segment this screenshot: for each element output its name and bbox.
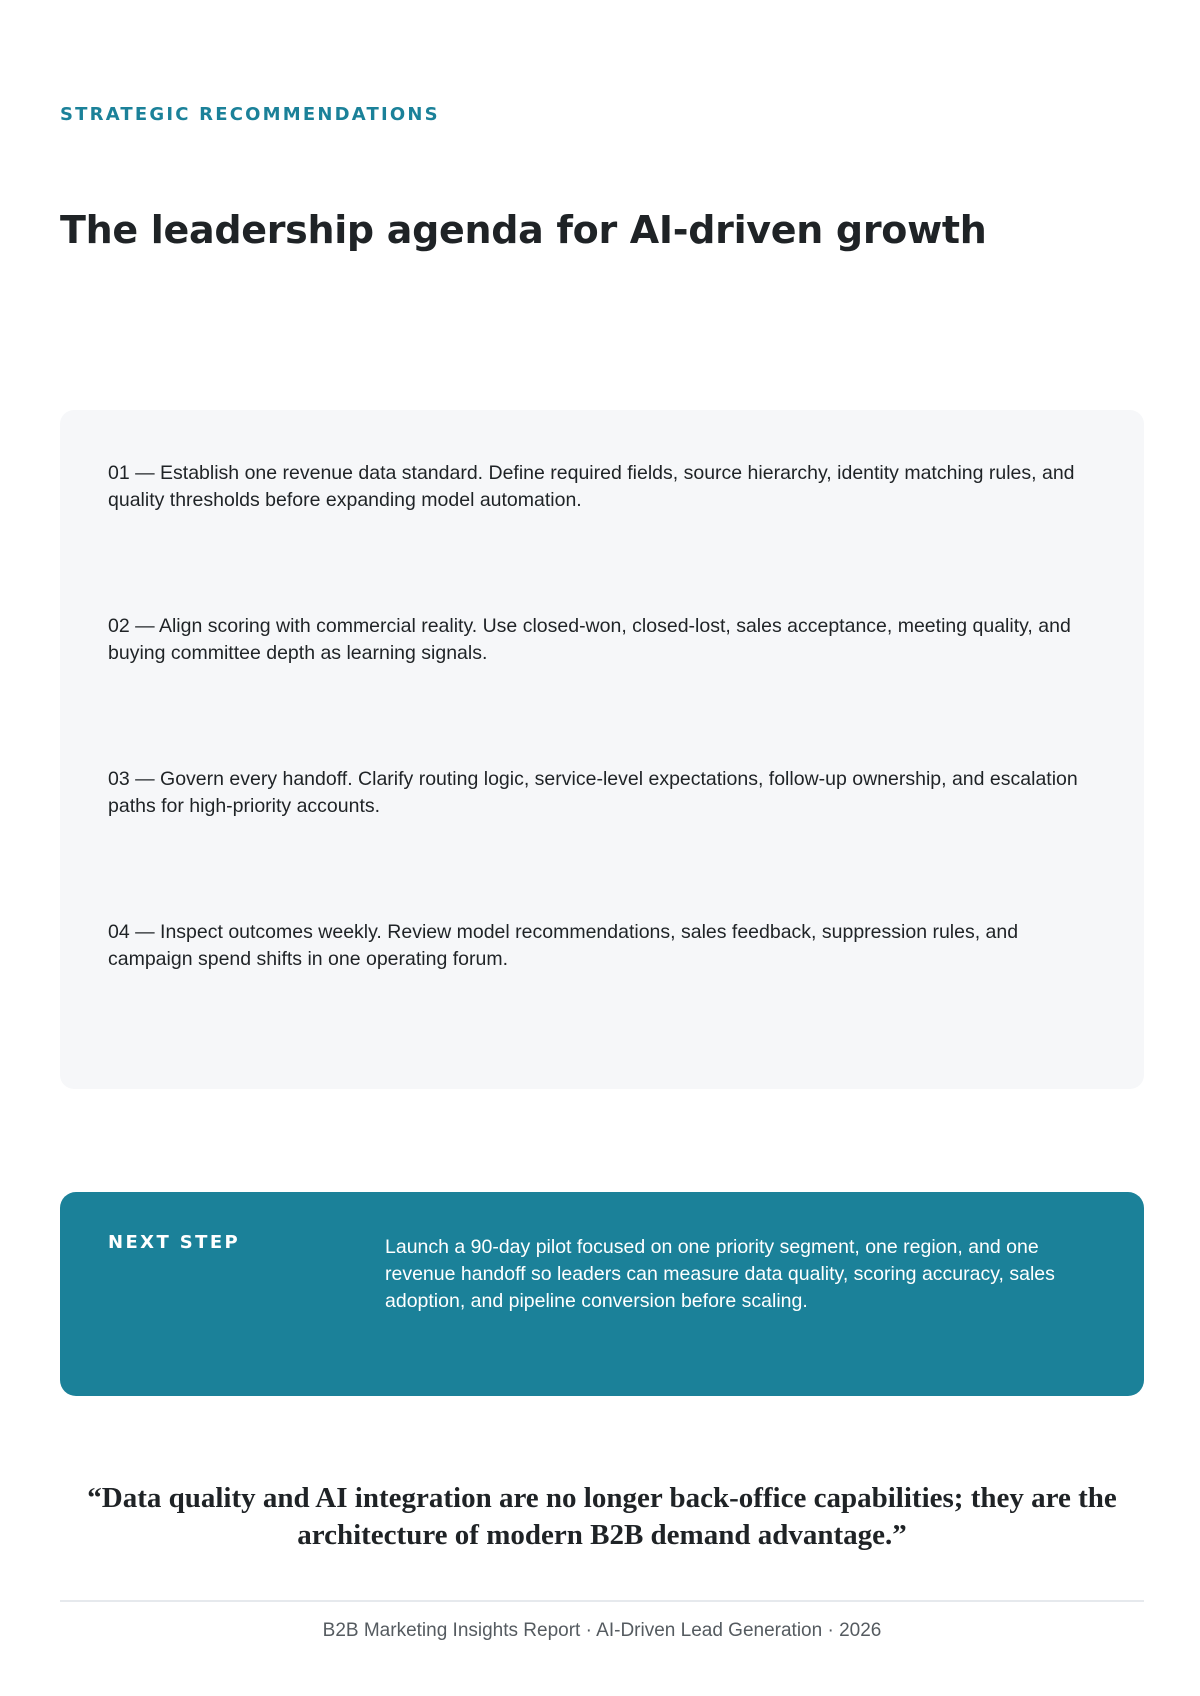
section-eyebrow: STRATEGIC RECOMMENDATIONS [60,104,440,125]
recommendation-item: 02 — Align scoring with commercial reality. Use closed-won, closed-lost, sales acceptance, meeting quality, and buying committee depth as learning signals. [108,615,1071,664]
recommendation-item: 03 — Govern every handoff. Clarify routing logic, service-level expectations, follow-up ownership, and escalation paths for high-priority accounts. [108,768,1078,817]
footer-divider [60,1600,1144,1602]
next-step-text: Launch a 90-day pilot focused on one priority segment, one region, and one revenue handoff so leaders can measure data quality, scoring accuracy, sales adoption, and pipeline conversion before scaling. [385,1236,1055,1312]
next-step-callout [60,1192,1144,1396]
page-title: The leadership agenda for AI-driven growth [60,208,987,252]
next-step-label: NEXT STEP [108,1232,241,1253]
pull-quote: “Data quality and AI integration are no longer back-office capabilities; they are the architecture of modern B2B demand advantage.” [87,1482,1117,1551]
recommendations-panel [60,410,1144,1089]
recommendation-item: 01 — Establish one revenue data standard. Define required fields, source hierarchy, identity matching rules, and quality thresholds before expanding model automation. [108,462,1075,511]
recommendation-item: 04 — Inspect outcomes weekly. Review model recommendations, sales feedback, suppression rules, and campaign spend shifts in one operating forum. [108,921,1019,970]
page-footer: B2B Marketing Insights Report · AI-Driven Lead Generation · 2026 [322,1620,882,1641]
